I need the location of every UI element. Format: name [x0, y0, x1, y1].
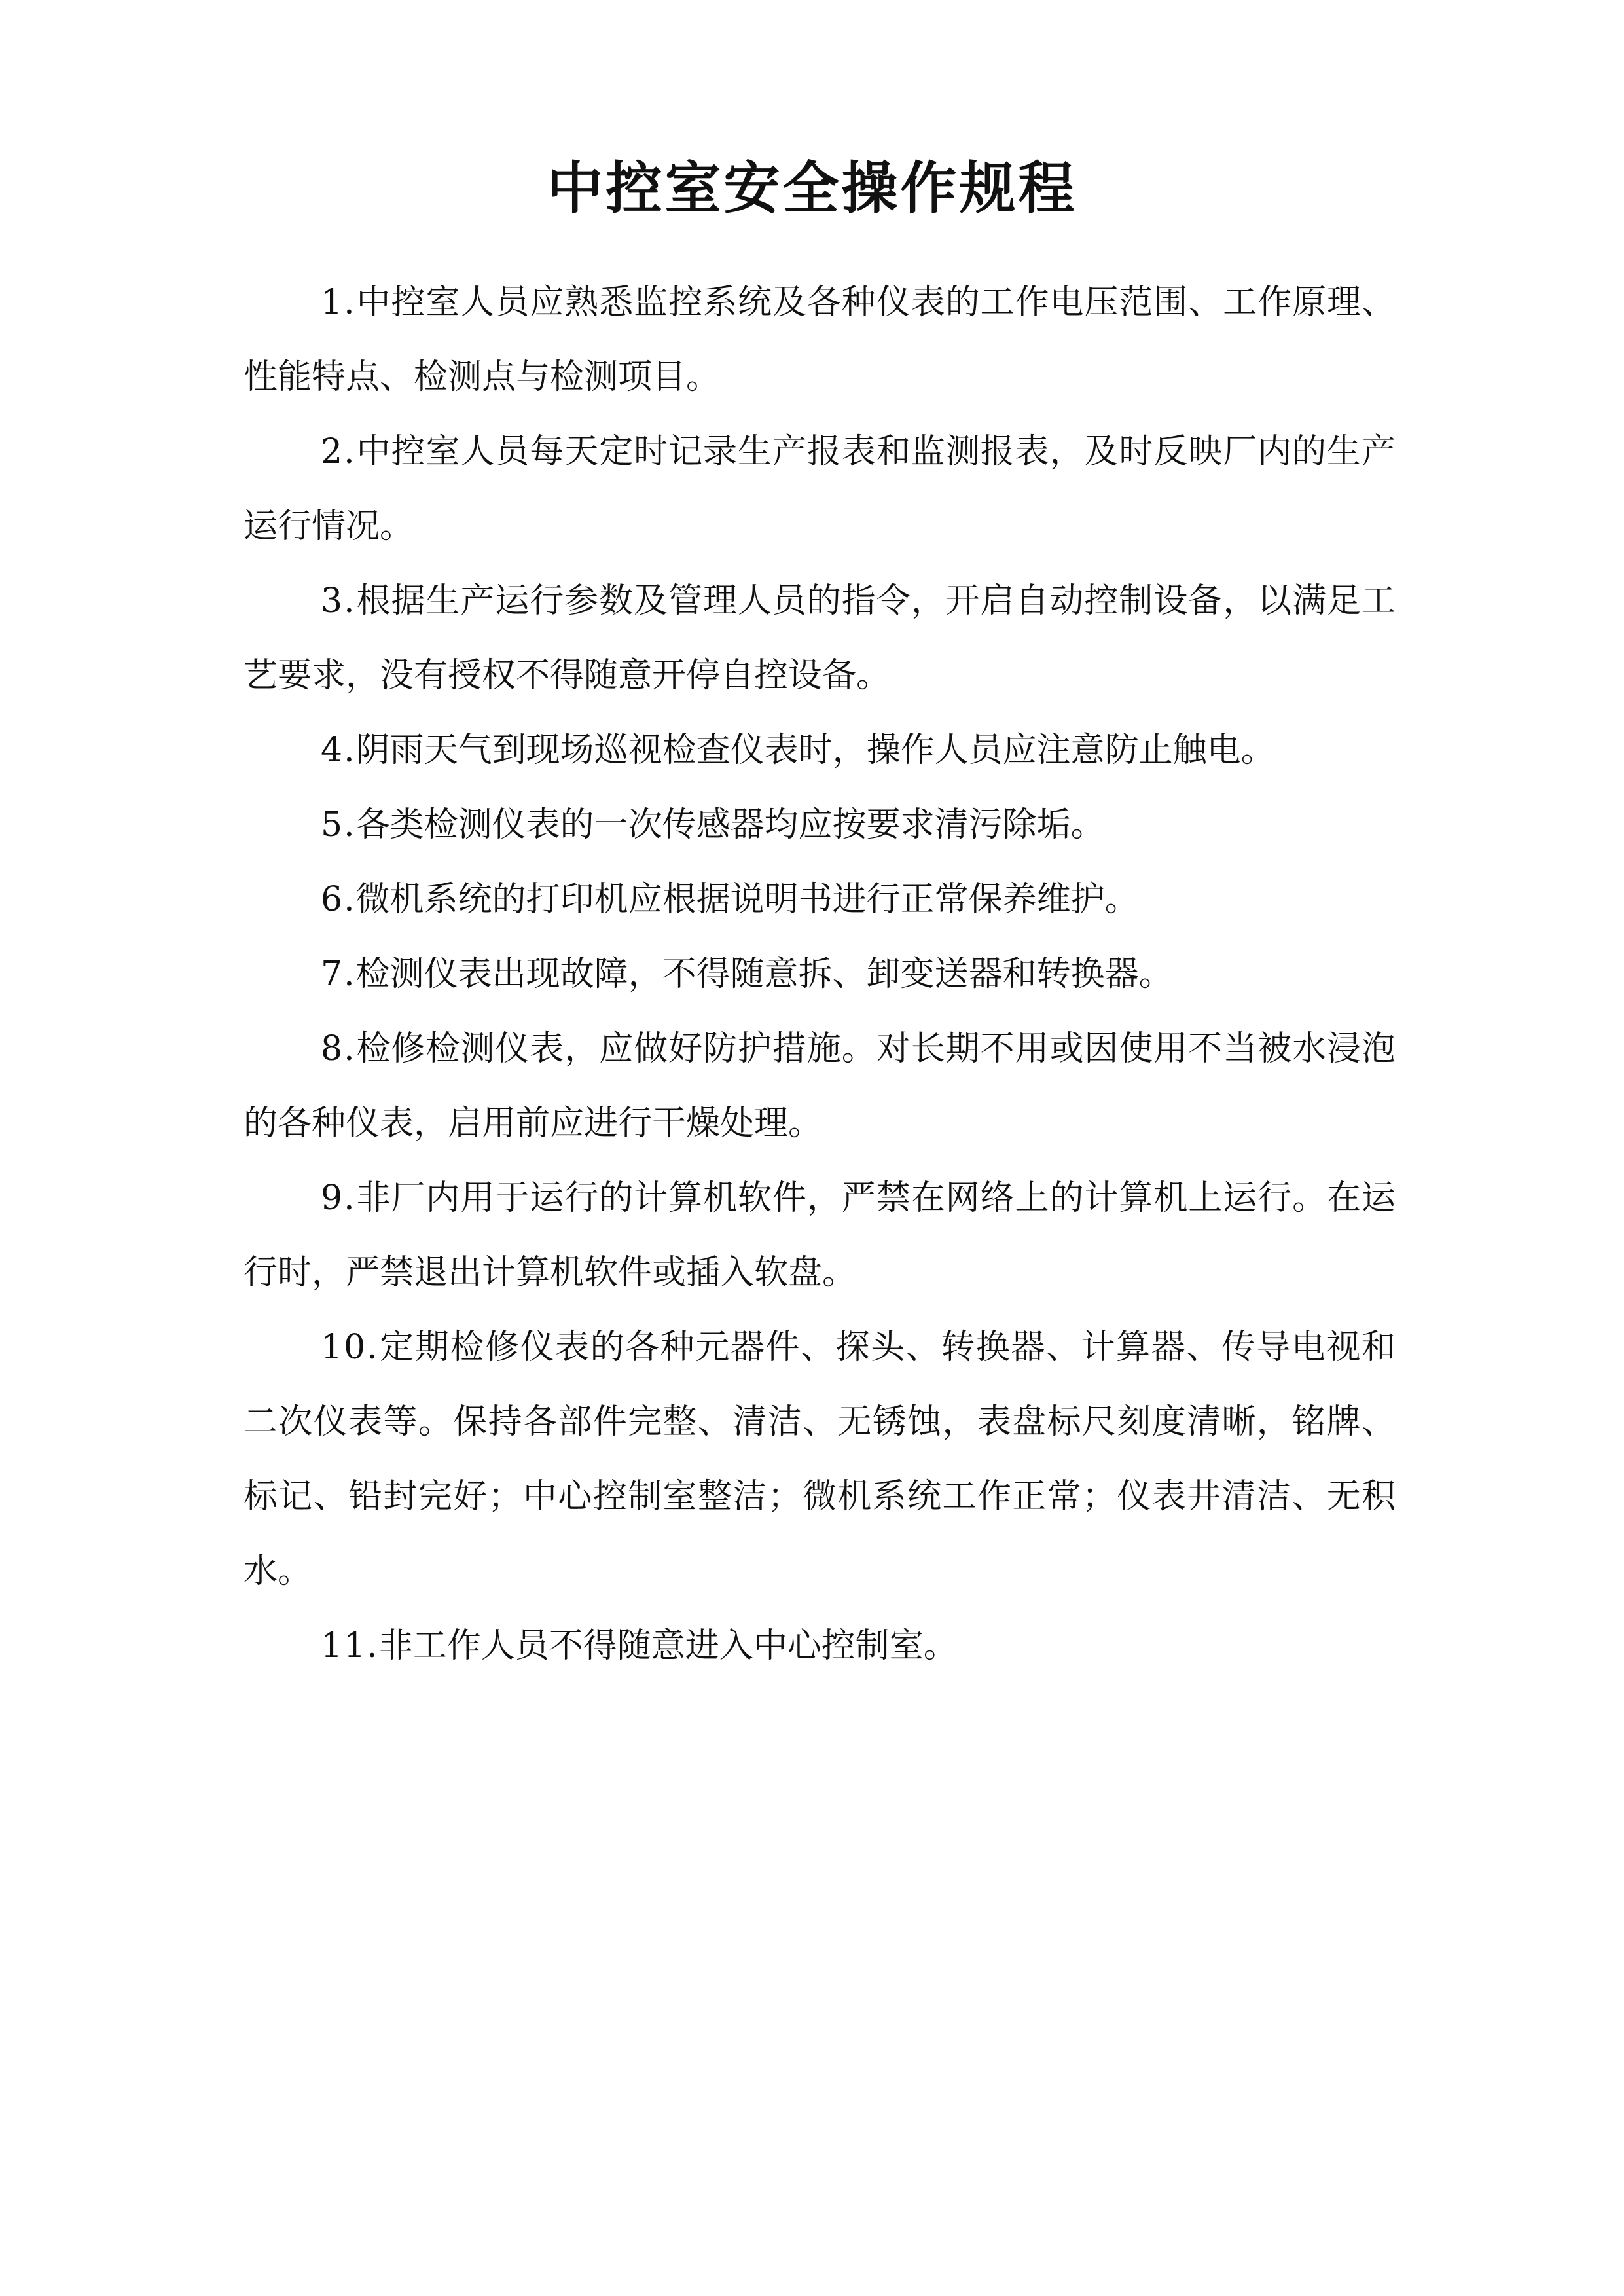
clause-number: 2. — [321, 432, 356, 471]
clause-text: 非工作人员不得随意进入中心控制室。 — [378, 1626, 958, 1666]
clause-5 — [244, 788, 1396, 862]
document-title: 中控室安全操作规程 — [547, 155, 1077, 221]
clause-4 — [244, 713, 1396, 788]
clause-text: 各类检测仪表的一次传感器均应按要求清污除垢。 — [355, 805, 1105, 845]
clause-text: 定期检修仪表的各种元器件、探头、转换器、计算器、传导电视和二次仪表等。保持各部件完整、清洁、无锈蚀，表盘标尺刻度清晰，铭牌、标记、铅封完好；中心控制室整洁；微机系统工作正常；仪表井清洁、无积水。 — [244, 1328, 1396, 1591]
clause-number: 10. — [321, 1328, 379, 1367]
clause-number: 8. — [321, 1029, 356, 1068]
clause-text: 检测仪表出现故障，不得随意拆、卸变送器和转换器。 — [355, 955, 1173, 994]
clause-number: 3. — [321, 581, 356, 621]
clause-text: 中控室人员每天定时记录生产报表和监测报表，及时反映厂内的生产运行情况。 — [244, 432, 1396, 546]
clause-number: 4. — [321, 731, 356, 770]
clause-number: 11. — [321, 1626, 379, 1666]
clause-10 — [244, 1310, 1396, 1609]
clause-text: 微机系统的打印机应根据说明书进行正常保养维护。 — [355, 880, 1139, 919]
clause-6 — [244, 862, 1396, 937]
clause-number: 1. — [321, 283, 356, 322]
clause-number: 6. — [321, 880, 356, 919]
clause-2 — [244, 414, 1396, 564]
clause-text: 非厂内用于运行的计算机软件，严禁在网络上的计算机上运行。在运行时，严禁退出计算机软件或插入软盘。 — [244, 1178, 1396, 1292]
clause-text: 阴雨天气到现场巡视检查仪表时，操作人员应注意防止触电。 — [355, 731, 1275, 770]
clause-7 — [244, 937, 1396, 1011]
clause-9 — [244, 1161, 1396, 1310]
clause-list — [244, 265, 1396, 1683]
clause-number: 9. — [321, 1178, 356, 1218]
clause-text: 根据生产运行参数及管理人员的指令，开启自动控制设备，以满足工艺要求，没有授权不得随意开停自控设备。 — [244, 581, 1396, 695]
clause-number: 5. — [321, 805, 356, 845]
clause-text: 中控室人员应熟悉监控系统及各种仪表的工作电压范围、工作原理、性能特点、检测点与检测项目。 — [244, 283, 1396, 397]
clause-number: 7. — [321, 955, 356, 994]
clause-3 — [244, 564, 1396, 713]
clause-1 — [244, 265, 1396, 414]
clause-text: 检修检测仪表，应做好防护措施。对长期不用或因使用不当被水浸泡的各种仪表，启用前应进行干燥处理。 — [244, 1029, 1396, 1143]
clause-8 — [244, 1011, 1396, 1161]
clause-11 — [244, 1609, 1396, 1683]
